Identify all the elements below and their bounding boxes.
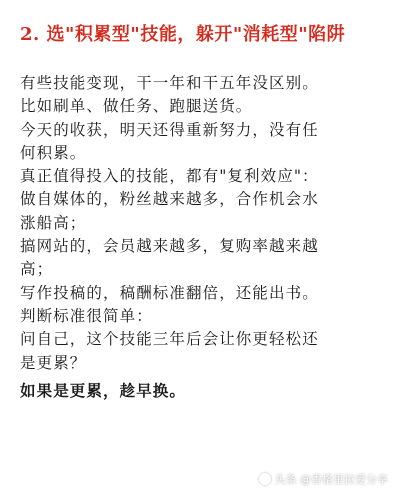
- article-body: [20, 72, 382, 402]
- body-line: 真正值得投入的技能，都有"复利效应"：: [20, 167, 319, 186]
- watermark-logo-icon: [259, 473, 271, 485]
- body-line: 涨船高；: [20, 213, 87, 232]
- watermark-text: 头条 @香格里拉爱分享: [274, 473, 388, 486]
- conclusion-line: 如果是更累，趁早换。: [20, 380, 187, 400]
- body-line: 问自己，这个技能三年后会让你更轻松还: [20, 330, 319, 349]
- body-line: 判断标准很简单：: [20, 306, 153, 325]
- body-line: 有些技能变现，干一年和干五年没区别。: [20, 74, 319, 92]
- body-line: 搞网站的，会员越来越多，复购率越来越: [20, 237, 319, 256]
- section-heading: 2. 选"积累型"技能，躲开"消耗型"陷阱: [20, 24, 346, 45]
- body-line: 写作投稿的，稿酬标准翻倍，还能出书。: [20, 283, 319, 302]
- body-line: 今天的收获，明天还得重新努力，没有任: [20, 120, 319, 139]
- body-line: 是更累？: [20, 353, 87, 372]
- body-line: 何积累。: [20, 143, 87, 162]
- body-line: 高；: [20, 260, 54, 279]
- body-line: 比如刷单、做任务、跑腿送货。: [20, 97, 253, 116]
- watermark: [259, 471, 389, 487]
- body-line: 做自媒体的，粉丝越来越多，合作机会水: [20, 190, 319, 209]
